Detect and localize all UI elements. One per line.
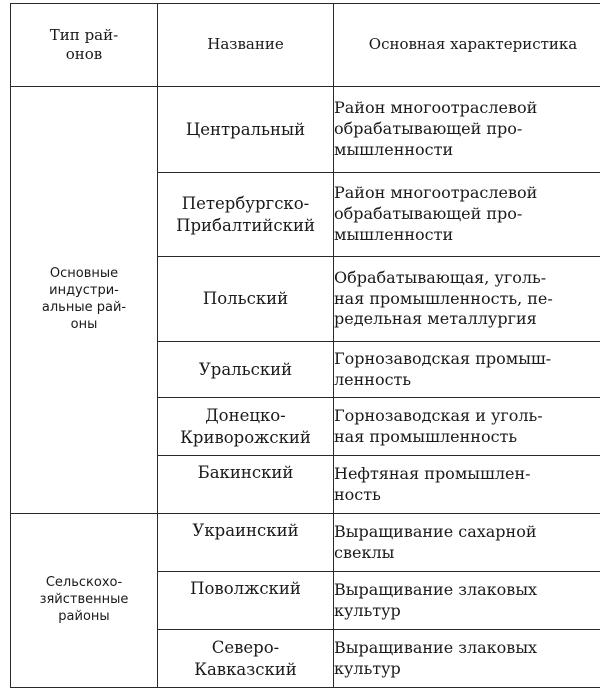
region-name: Бакинский bbox=[158, 456, 334, 514]
region-description: Нефтяная промышлен- ность bbox=[334, 456, 600, 514]
table-container bbox=[10, 3, 600, 688]
region-description: Район многоотраслевой обрабатывающей про- мышленности bbox=[334, 87, 600, 173]
region-description: Выращивание злаковых культур bbox=[334, 572, 600, 630]
table-row bbox=[11, 87, 600, 173]
header-description: Основная характеристика bbox=[334, 4, 600, 87]
header-name: Название bbox=[158, 4, 334, 87]
region-description: Район многоотраслевой обрабатывающей про- мышленности bbox=[334, 173, 600, 257]
region-name: Польский bbox=[158, 257, 334, 342]
region-description: Горнозаводская и уголь- ная промышленность bbox=[334, 398, 600, 456]
region-description: Выращивание злаковых культур bbox=[334, 630, 600, 688]
header-type-text: Тип рай- онов bbox=[49, 25, 119, 63]
regions-table bbox=[10, 3, 600, 688]
region-name: Украинский bbox=[158, 514, 334, 572]
region-name: Уральский bbox=[158, 342, 334, 398]
region-name: Северо- Кавказский bbox=[158, 630, 334, 688]
group-type-industrial bbox=[11, 87, 158, 514]
header-row bbox=[11, 4, 600, 87]
group-type-agricultural bbox=[11, 514, 158, 688]
region-description: Выращивание сахарной свеклы bbox=[334, 514, 600, 572]
region-description: Обрабатывающая, уголь- ная промышленность, пе- редельная металлургия bbox=[334, 257, 600, 342]
header-type bbox=[11, 4, 158, 87]
group-type-text: Основные индустри- альные рай- оны bbox=[41, 266, 127, 332]
region-name: Центральный bbox=[158, 87, 334, 173]
region-name: Поволжский bbox=[158, 572, 334, 630]
region-description: Горнозаводская промыш- ленность bbox=[334, 342, 600, 398]
region-name: Петербургско- Прибалтийский bbox=[158, 173, 334, 257]
group-type-text: Сельскохо- зяйственные районы bbox=[39, 575, 129, 624]
table-row bbox=[11, 514, 600, 572]
region-name: Донецко- Криворожский bbox=[158, 398, 334, 456]
